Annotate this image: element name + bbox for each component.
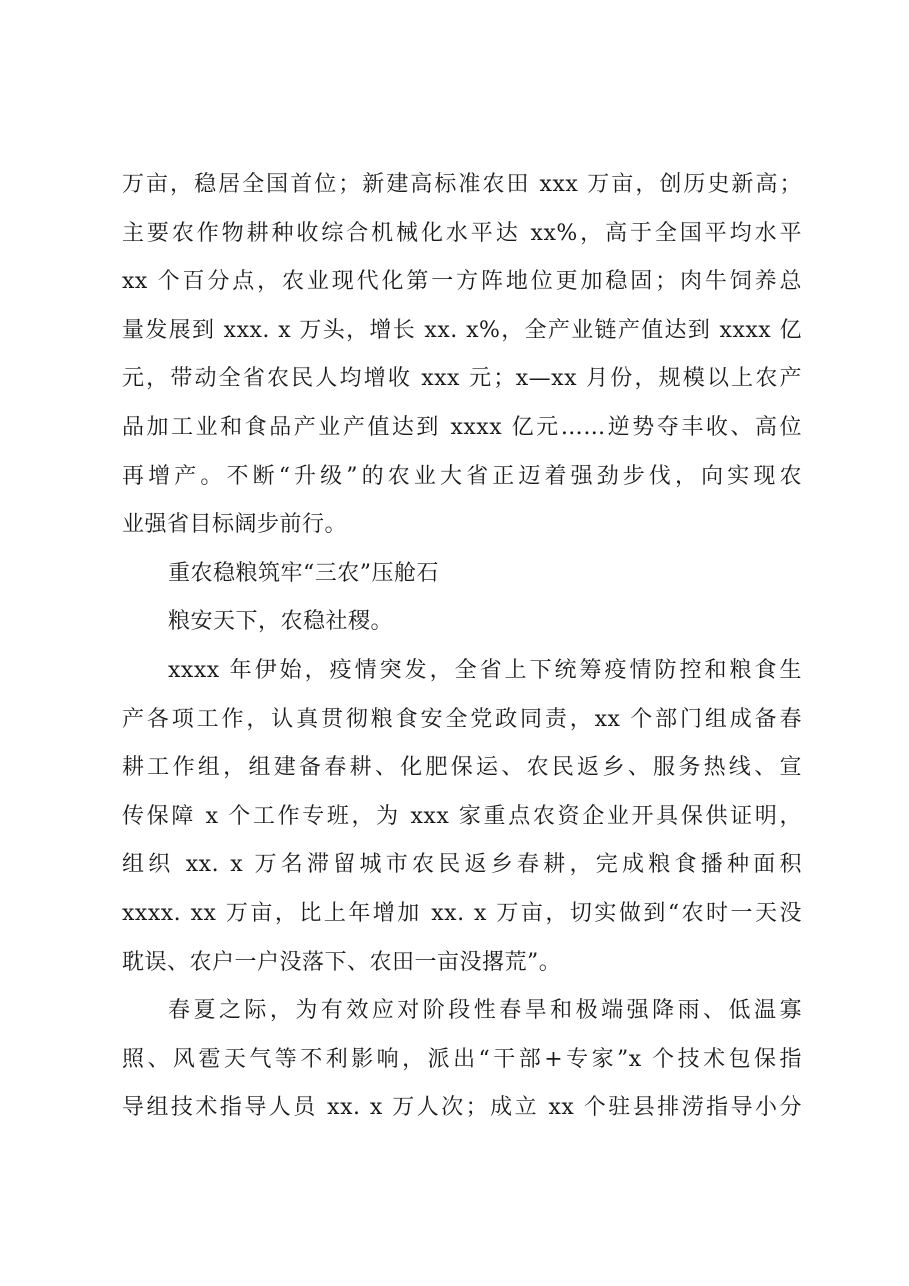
text-line: 导组技术指导人员 xx. x 万人次；成立 xx 个驻县排涝指导小分 [122,1095,802,1121]
text-line: 组织 xx. x 万名滞留城市农民返乡春耕，完成粮食播种面积 [122,852,802,878]
text-line: 粮安天下，农稳社稷。 [168,609,394,635]
text-line: 量发展到 xxx. x 万头，增长 xx. x%，全产业链产值达到 xxxx 亿 [122,317,802,343]
text-line: xxxx 年伊始，疫情突发，全省上下统筹疫情防控和粮食生 [168,657,802,683]
text-line: 耕工作组，组建备春耕、化肥保运、农民返乡、服务热线、宣 [122,755,802,781]
text-line: 传保障 x 个工作专班，为 xxx 家重点农资企业开具保供证明， [122,803,802,829]
text-line: 主要农作物耕种收综合机械化水平达 xx%，高于全国平均水平 [122,220,802,246]
text-line: 业强省目标阔步前行。 [122,512,348,538]
text-line: 春夏之际，为有效应对阶段性春旱和极端强降雨、低温寡 [168,998,802,1024]
text-line: 产各项工作，认真贯彻粮食安全党政同责，xx 个部门组成备春 [122,706,802,732]
text-line: 品加工业和食品产业产值达到 xxxx 亿元……逆势夺丰收、高位 [122,414,802,440]
text-line: 重农稳粮筑牢“三农”压舱石 [168,560,439,586]
body-text [122,161,802,1133]
text-line: 照、风雹天气等不利影响，派出“干部+专家”x 个技术包保指 [122,1046,802,1072]
text-line: 耽误、农户一户没落下、农田一亩没撂荒”。 [122,949,562,975]
text-line: 万亩，稳居全国首位；新建高标准农田 xxx 万亩，创历史新高； [122,172,802,197]
text-line: 元，带动全省农民人均增收 xxx 元；x—xx 月份，规模以上农产 [122,366,802,392]
text-line: xx 个百分点，农业现代化第一方阵地位更加稳固；肉牛饲养总 [122,269,802,295]
text-line: 再增产。不断“升级”的农业大省正迈着强劲步伐，向实现农 [122,463,802,489]
text-line: xxxx. xx 万亩，比上年增加 xx. x 万亩，切实做到“农时一天没 [122,900,802,926]
